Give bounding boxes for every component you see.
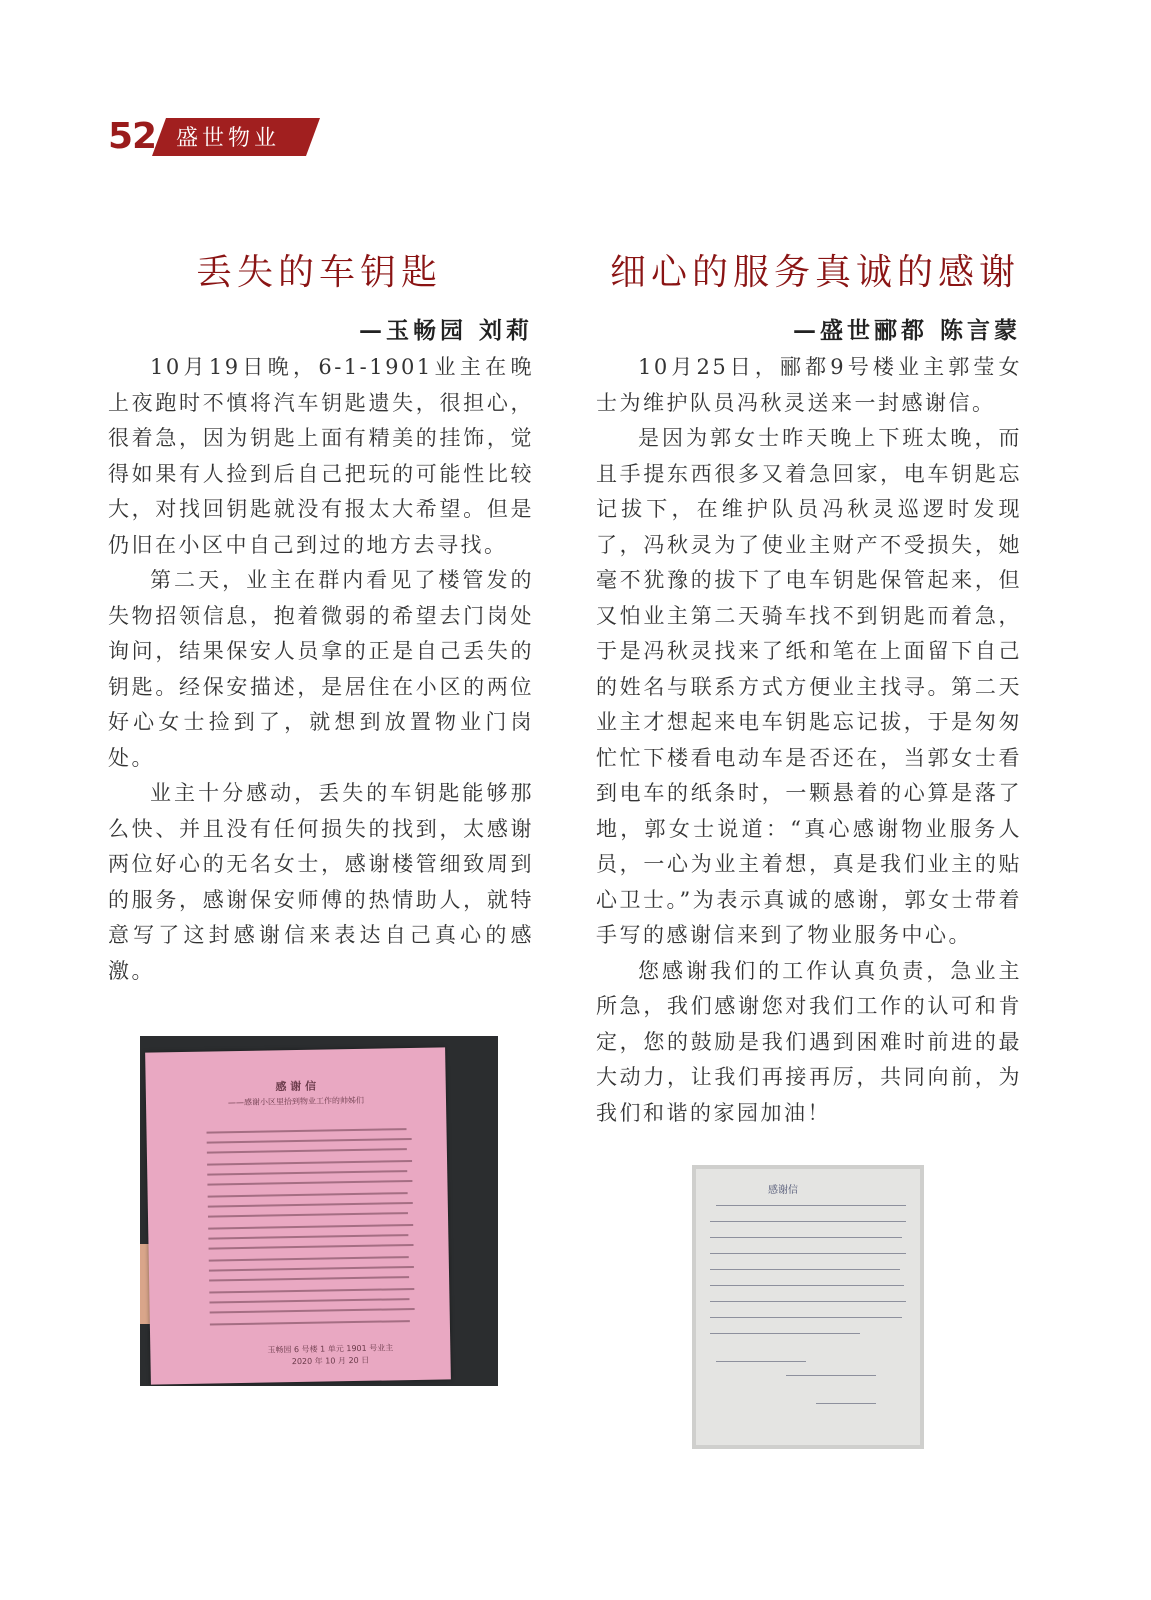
letter-subtitle: ——感谢小区里拾到物业工作的帅姊们 bbox=[227, 1095, 365, 1108]
paragraph: 业主十分感动，丢失的车钥匙能够那么快、并且没有任何损失的找到，太感谢两位好心的无名女士，感谢楼管细致周到的服务，感谢保安师傅的热情助人，就特意写了这封感谢信来表达自己真心的感激。 bbox=[108, 781, 534, 983]
article-right-body bbox=[596, 350, 1022, 1131]
paragraph: 第二天，业主在群内看见了楼管发的失物招领信息，抱着微弱的希望去门岗处询问，结果保安人员拿的正是自己丢失的钥匙。经保安描述，是居住在小区的两位好心女士捡到了，就想到放置物业门岗处。 bbox=[108, 568, 534, 770]
thank-you-letter-photo bbox=[140, 1036, 498, 1386]
handwritten-letter bbox=[696, 1169, 920, 1445]
letter-signature: 玉畅园 6 号楼 1 单元 1901 号业主 bbox=[267, 1343, 394, 1355]
letter-title: 感 谢 信 bbox=[275, 1079, 317, 1094]
article-left-byline: —玉畅园 刘莉 bbox=[358, 317, 533, 344]
article-left-body bbox=[108, 350, 534, 989]
article-right-byline: —盛世郦都 陈言蒙 bbox=[792, 317, 1021, 344]
page-number: 52 bbox=[108, 116, 157, 157]
letter-date: 2020 年 10 月 20 日 bbox=[291, 1355, 370, 1367]
section-label: 盛世物业 bbox=[176, 126, 281, 151]
article-left-title: 丢失的车钥匙 bbox=[196, 252, 443, 293]
letter-title: 感谢信 bbox=[768, 1185, 798, 1196]
pink-letter bbox=[145, 1047, 451, 1384]
paragraph: 10月19日晚，6-1-1901业主在晚上夜跑时不慎将汽车钥匙遗失，很担心，很着急，因为钥匙上面有精美的挂饰，觉得如果有人捡到后自己把玩的可能性比较大，对找回钥匙就没有报太大希望。但是仍旧在小区中自己到过的地方去寻找。 bbox=[108, 355, 534, 557]
article-right-title: 细心的服务真诚的感谢 bbox=[610, 252, 1021, 293]
paragraph: 10月25日，郦都9号楼业主郭莹女士为维护队员冯秋灵送来一封感谢信。 bbox=[596, 355, 1022, 415]
paragraph: 您感谢我们的工作认真负责，急业主所急，我们感谢您对我们工作的认可和肯定，您的鼓励是我们遇到困难时前进的最大动力，让我们再接再厉，共同向前，为我们和谐的家园加油！ bbox=[596, 958, 1022, 1125]
paragraph: 是因为郭女士昨天晚上下班太晚，而且手提东西很多又着急回家，电车钥匙忘记拔下，在维护队员冯秋灵巡逻时发现了，冯秋灵为了使业主财产不受损失，她毫不犹豫的拔下了电车钥匙保管起来，但又怕业主第二天骑车找不到钥匙而着急，于是冯秋灵找来了纸和笔在上面留下自己的姓名与联系方式方便业主找寻。第二天业主才想起来电车钥匙忘记拔，于是匆匆忙忙下楼看电动车是否还在，当郭女士看到电车的纸条时，一颗悬着的心算是落了地，郭女士说道：“真心感谢物业服务人员，一心为业主着想，真是我们业主的贴心卫士。”为表示真诚的感谢，郭女士带着手写的感谢信来到了物业服务中心。 bbox=[596, 426, 1022, 947]
handwritten-letter-photo bbox=[692, 1165, 924, 1449]
